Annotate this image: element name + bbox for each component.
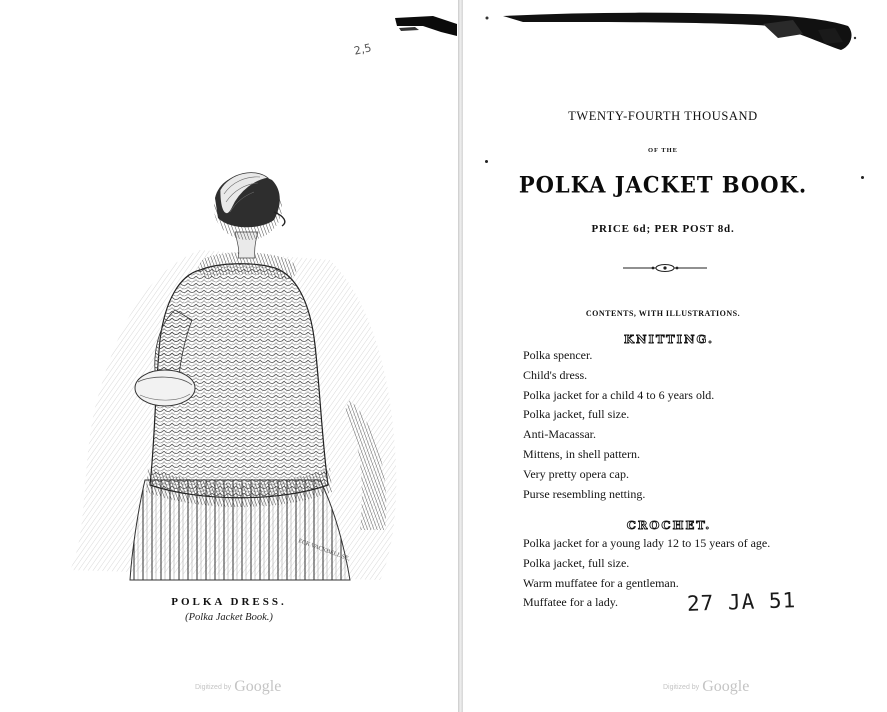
section-heading-knitting: KNITTING. <box>624 332 714 346</box>
price-line: PRICE 6d; PER POST 8d. <box>591 223 735 235</box>
of-the-line: OF THE <box>647 147 679 154</box>
edition-line: TWENTY-FOURTH THOUSAND <box>568 109 758 123</box>
list-item: Polka spencer. <box>523 348 593 362</box>
library-date-stamp: 27 JA 51 <box>686 588 797 616</box>
list-item: Mittens, in shell pattern. <box>523 446 640 461</box>
watermark-prefix: Digitized by <box>195 683 232 691</box>
google-watermark-left <box>195 678 281 696</box>
scan-speck <box>861 176 864 179</box>
section-heading-crochet: CROCHET. <box>626 518 712 532</box>
list-item: Child's dress. <box>523 367 588 382</box>
list-item: Muffatee for a lady. <box>523 595 618 610</box>
plate-subcaption: (Polka Jacket Book.) <box>185 612 273 623</box>
list-item: Anti-Macassar. <box>523 427 596 442</box>
list-item: Warm muffatee for a gentleman. <box>523 575 679 590</box>
google-watermark-right <box>663 678 749 696</box>
book-title: POLKA JACKET BOOK. <box>518 171 808 198</box>
watermark-prefix: Digitized by <box>663 683 700 691</box>
scan-smudge-left <box>393 12 459 42</box>
list-item: Polka jacket for a young lady 12 to 15 years of age. <box>523 536 771 550</box>
list-item: Polka jacket, full size. <box>523 555 630 570</box>
list-item: Purse resembling netting. <box>523 486 646 501</box>
pencil-mark: 2,5 <box>352 41 373 58</box>
list-item: Very pretty opera cap. <box>523 466 629 481</box>
scan-speck <box>485 160 488 163</box>
watermark-brand: Google <box>234 678 282 695</box>
svg-text:ECK VACKBELL SE.: ECK VACKBELL SE. <box>297 538 351 563</box>
watermark-brand: Google <box>702 678 750 695</box>
right-page <box>463 0 887 712</box>
plate-caption: POLKA DRESS. <box>171 596 287 608</box>
decorative-rule-ornament <box>623 263 707 273</box>
contents-heading: CONTENTS, WITH ILLUSTRATIONS. <box>585 309 741 318</box>
polka-dress-engraving <box>60 150 410 590</box>
scan-smudge-top <box>463 4 887 56</box>
knitting-list <box>523 346 714 504</box>
list-item: Polka jacket, full size. <box>523 407 630 422</box>
list-item: Polka jacket for a child 4 to 6 years old. <box>523 387 715 402</box>
